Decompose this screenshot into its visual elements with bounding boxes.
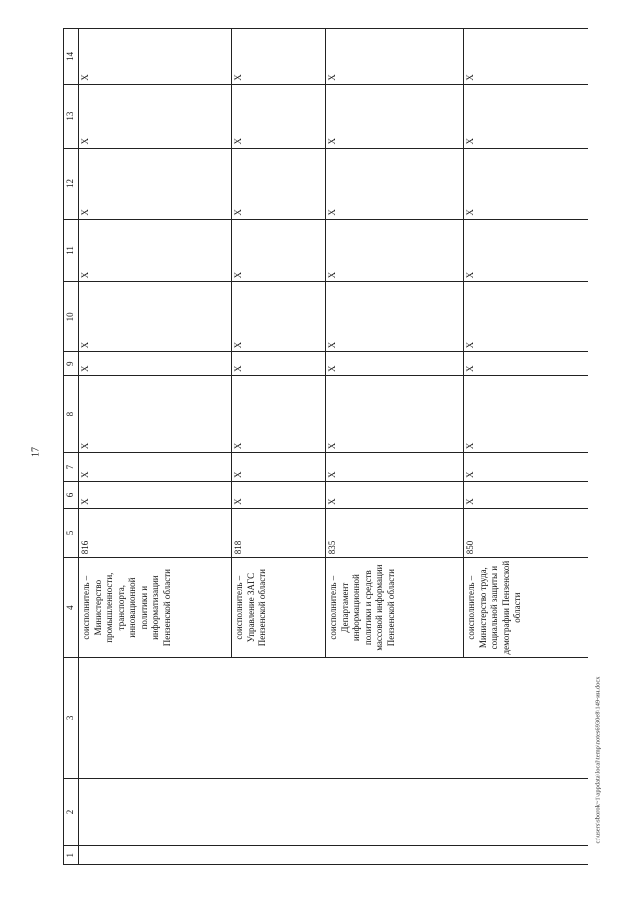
mark-cell: Х bbox=[464, 352, 589, 376]
mark-cell: Х bbox=[79, 282, 232, 352]
page-number: 17 bbox=[30, 447, 42, 457]
executor-cell: соисполнитель – Департамент информационной политики и средств массовой информации Пензенской области bbox=[326, 558, 464, 658]
header-cell: 9 bbox=[64, 352, 79, 376]
executor-cell: соисполнитель – Министерство промышленности, транспорта, инновационной политики и информатизации Пензенской области bbox=[79, 558, 232, 658]
header-cell: 2 bbox=[64, 778, 79, 846]
mark-cell: Х bbox=[79, 352, 232, 376]
mark-cell: Х bbox=[464, 148, 589, 219]
mark-cell: Х bbox=[79, 29, 232, 85]
header-cell: 6 bbox=[64, 482, 79, 509]
header-cell: 5 bbox=[64, 508, 79, 557]
header-cell: 4 bbox=[64, 558, 79, 658]
header-cell: 3 bbox=[64, 658, 79, 778]
mark-cell: Х bbox=[326, 282, 464, 352]
header-row bbox=[64, 29, 79, 865]
mark-cell: Х bbox=[79, 376, 232, 453]
empty-cell bbox=[79, 778, 589, 846]
mark-cell: Х bbox=[232, 148, 326, 219]
code-cell: 818 bbox=[232, 508, 326, 557]
mark-cell: Х bbox=[232, 482, 326, 509]
mark-cell: Х bbox=[326, 148, 464, 219]
mark-cell: Х bbox=[326, 453, 464, 482]
mark-cell: Х bbox=[326, 482, 464, 509]
mark-cell: Х bbox=[79, 84, 232, 148]
executor-cell: соисполнитель – Министерство труда, социальной защиты и демографии Пензенской области bbox=[464, 558, 589, 658]
data-table bbox=[63, 28, 588, 865]
code-cell: 816 bbox=[79, 508, 232, 557]
table-container bbox=[63, 28, 588, 865]
code-cell: 850 bbox=[464, 508, 589, 557]
mark-cell: Х bbox=[232, 352, 326, 376]
mark-cell: Х bbox=[232, 282, 326, 352]
mark-cell: Х bbox=[326, 29, 464, 85]
mark-cell: Х bbox=[464, 482, 589, 509]
empty-cell bbox=[79, 846, 589, 865]
rotated-table bbox=[63, 28, 588, 865]
header-cell: 8 bbox=[64, 376, 79, 453]
mark-cell: Х bbox=[464, 282, 589, 352]
mark-cell: Х bbox=[464, 29, 589, 85]
mark-cell: Х bbox=[326, 376, 464, 453]
mark-cell: Х bbox=[464, 219, 589, 282]
mark-cell: Х bbox=[232, 219, 326, 282]
mark-cell: Х bbox=[232, 376, 326, 453]
table-row bbox=[79, 29, 232, 865]
empty-cell bbox=[79, 658, 589, 778]
header-cell: 14 bbox=[64, 29, 79, 85]
header-cell: 11 bbox=[64, 219, 79, 282]
header-cell: 13 bbox=[64, 84, 79, 148]
mark-cell: Х bbox=[232, 29, 326, 85]
executor-cell: соисполнитель – Управление ЗАГС Пензенской области bbox=[232, 558, 326, 658]
mark-cell: Х bbox=[464, 376, 589, 453]
header-cell: 7 bbox=[64, 453, 79, 482]
mark-cell: Х bbox=[79, 148, 232, 219]
mark-cell: Х bbox=[326, 84, 464, 148]
mark-cell: Х bbox=[326, 352, 464, 376]
mark-cell: Х bbox=[232, 84, 326, 148]
mark-cell: Х bbox=[326, 219, 464, 282]
header-cell: 10 bbox=[64, 282, 79, 352]
mark-cell: Х bbox=[232, 453, 326, 482]
mark-cell: Х bbox=[464, 84, 589, 148]
mark-cell: Х bbox=[464, 453, 589, 482]
header-cell: 1 bbox=[64, 846, 79, 865]
mark-cell: Х bbox=[79, 453, 232, 482]
mark-cell: Х bbox=[79, 219, 232, 282]
mark-cell: Х bbox=[79, 482, 232, 509]
code-cell: 835 bbox=[326, 508, 464, 557]
header-cell: 12 bbox=[64, 148, 79, 219]
footer-file-path: c:\users\sborok~1\appdata\local\temp\notes6930e8\149-ин.docx bbox=[594, 676, 602, 844]
